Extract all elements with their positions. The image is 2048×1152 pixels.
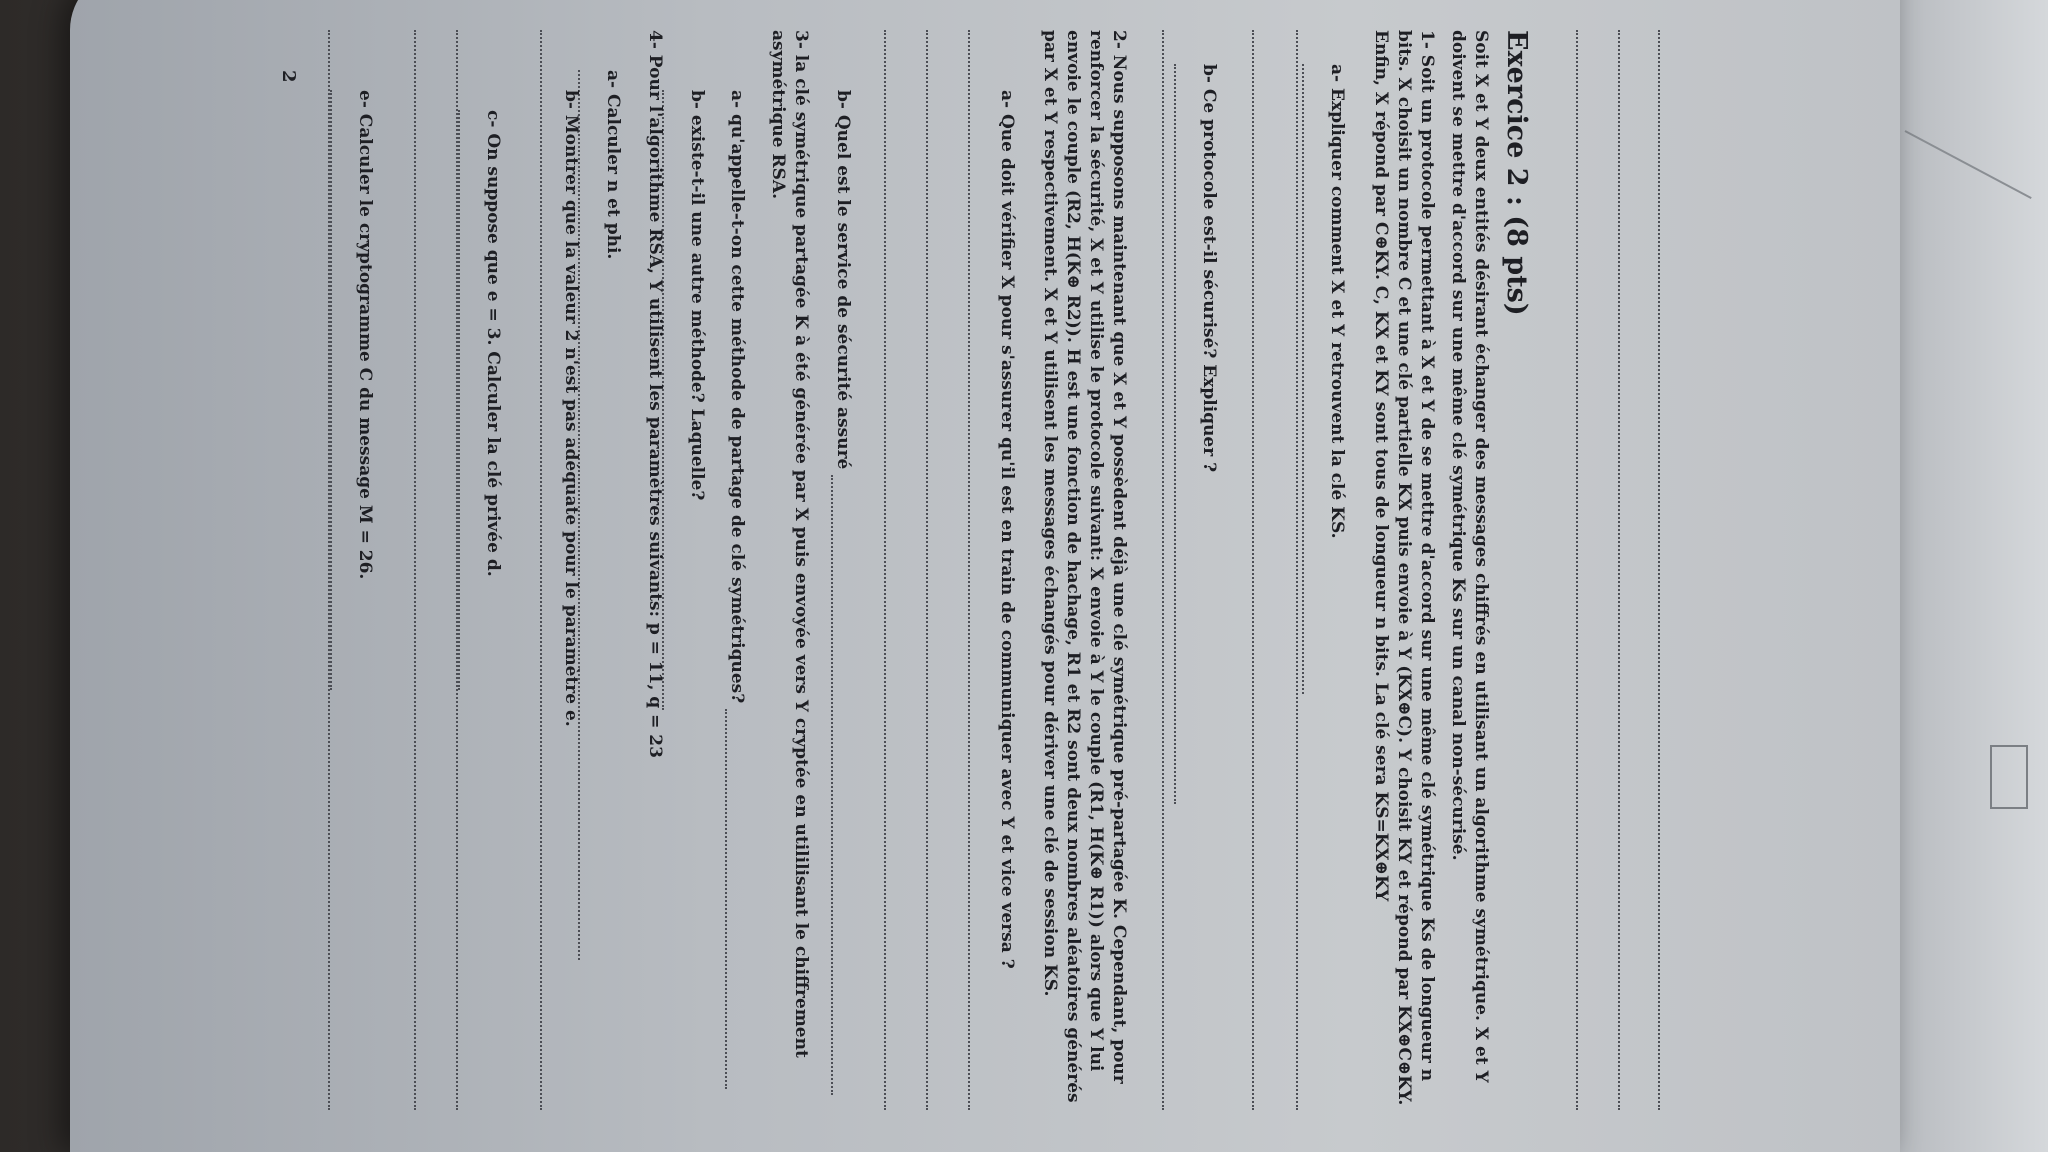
background-sheet-box [1990, 745, 2028, 809]
answer-fill [1174, 64, 1176, 804]
question-3a-text: a- qu'appelle-t-on cette méthode de partage de clé symétriques? [727, 90, 747, 704]
question-3b [662, 90, 708, 1110]
question-2: 2- Nous supposons maintenant que X et Y possèdent déjà une clé symétrique pré-partagée K. Cependant, pour renforcer la sécurité, X et Y utilise le protocole suivant: X envoie à Y le couple (R1, H(K⊕ R1)) alors que Y lui envoie le couple (R2, H(K⊕ R2)). H est une fonction de hachage, R1 et R2 sont deux nombres aléatoires générés par X et Y respectivement. X et Y utilisent les messages échangés pour dériver une clé de session KS. [1040, 30, 1129, 1103]
question-4c [458, 110, 504, 1110]
answer-fill [1302, 64, 1304, 694]
question-3: 3- la clé symétrique partagée K à été générée par X puis envoyée vers Y cryptée en utililisant le chiffrement asymétrique RSA. [768, 30, 811, 1058]
question-4a-text: a- Calculer n et phi. [603, 70, 623, 260]
exercise-intro: Soit X et Y deux entités désirant échanger des messages chiffrés en utilisant un algorithme symétrique. X et Y doivent se mettre d'accord sur une même clé symétrique Ks sur un canal non-sécurisé. [1448, 30, 1491, 1083]
answer-line [926, 30, 928, 1110]
question-3a [725, 90, 748, 1110]
answer-line [884, 30, 886, 1110]
question-4a [578, 70, 624, 1110]
answer-fill [725, 709, 727, 1089]
question-2a: a- Que doit vérifier X pour s'assurer qu'il est en train de communiquer avec Y et vice versa ? [997, 90, 1017, 969]
question-4e-text: e- Calculer le cryptogramme C du message M = 26. [355, 90, 375, 580]
question-4e [330, 90, 376, 1110]
question-2b [831, 90, 854, 1110]
answer-fill [330, 90, 332, 690]
answer-line [540, 30, 542, 1110]
page-number: 2 [278, 70, 299, 83]
question-3b-text: b- existe-t-il une autre méthode? Laquelle? [687, 90, 707, 501]
answer-line [1618, 30, 1620, 1110]
question-4b: b- Montrer que la valeur 2 n'est pas adéquate pour le paramètre e. [561, 90, 581, 727]
answer-line [1296, 30, 1298, 1110]
answer-line [456, 30, 458, 1110]
question-1: 1- Soit un protocole permettant à X et Y de se mettre d'accord sur une même clé symétrique Ks de longueur n bits. X choisit un nombre C et une clé partielle KX puis envoie à Y (KX⊕C). Y choisit KY et répond par KX⊕C⊕KY. Enfin, X répond par C⊕KY. C, KX et KY sont tous de longueur n bits. La clé sera KS=KX⊕KY [1371, 30, 1437, 1106]
question-1b-text: b- Ce protocole est-il sécurisé? Expliquer ? [1199, 64, 1219, 473]
answer-line [328, 30, 330, 1110]
question-4c-text: c- On suppose que e = 3. Calculer la clé privée d. [483, 110, 503, 577]
answer-fill [831, 475, 833, 1095]
answer-line [1162, 30, 1164, 1110]
exam-content [110, 30, 1670, 1110]
question-1a [1302, 64, 1348, 1110]
question-2b-text: b- Quel est le service de sécurité assuré [833, 90, 853, 470]
answer-line [1658, 30, 1660, 1110]
answer-line [1252, 30, 1254, 1110]
question-1b [1174, 64, 1220, 1110]
answer-fill [458, 110, 460, 690]
answer-line [1576, 30, 1578, 1110]
question-4: 4- Pour l'algorithme RSA, Y utilisent les paramètres suivants: p = 11, q = 23 [645, 30, 665, 758]
question-1a-text: a- Expliquer comment X et Y retrouvent la clé KS. [1327, 64, 1347, 539]
exercise-title: Exercice 2 : (8 pts) [1501, 30, 1532, 316]
answer-line [968, 30, 970, 1110]
answer-line [414, 30, 416, 1110]
